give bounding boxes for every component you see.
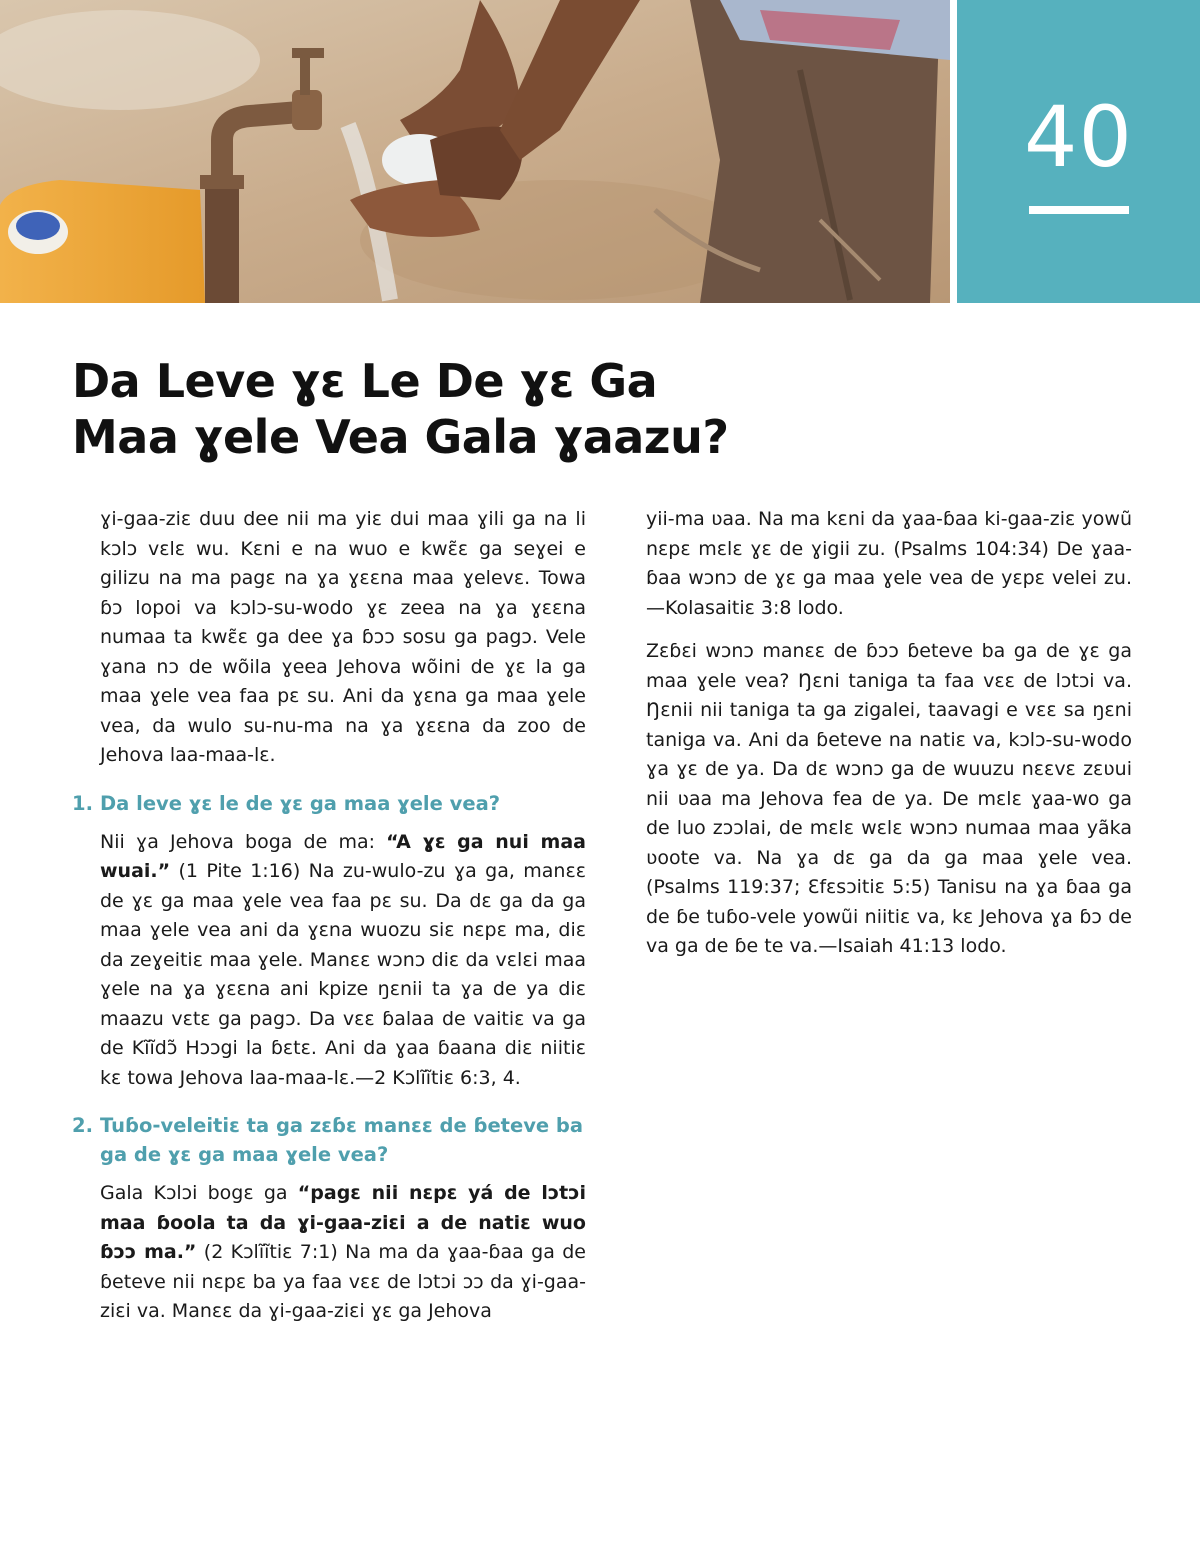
hand-washing-illustration [0, 0, 950, 303]
question-1 [72, 789, 586, 818]
answer-1-lead: Nii ɣa Jehova boga de ma: [100, 830, 387, 853]
lesson-badge [957, 0, 1200, 303]
answer-2-continued: yii-ma ʋaa. Na ma kɛni da ɣaa-ɓaa ki-gaa-ziɛ yowũ nɛpɛ mɛlɛ ɣɛ de ɣigii zu. (Psalms 104:34) De ɣaa-ɓaa wɔnɔ de ɣɛ ga maa ɣele vea de yɛpɛ velei zu.—Kolasaitiɛ 3:8 lodo. [646, 508, 1132, 619]
answer-2-body: (2 Kɔlĩĩtiɛ 7:1) Na ma da ɣaa-ɓaa ga de ɓeteve nii nɛpɛ ba ya faa vɛɛ de lɔtɔi ɔɔ da ɣi-gaa-ziɛi va. Manɛɛ da ɣi-gaa-ziɛi ɣɛ ga Jehova [100, 1241, 586, 1322]
lesson-number: 40 [1024, 88, 1133, 186]
left-column [72, 505, 586, 1341]
question-2 [72, 1111, 586, 1169]
badge-underline [1029, 206, 1129, 214]
page-title [72, 353, 972, 465]
question-2-text: Tuɓo-veleitiɛ ta ga zɛɓɛ manɛɛ de ɓeteve ba ga de ɣɛ ga maa ɣele vea? [100, 1114, 584, 1166]
hero-photo [0, 0, 950, 303]
answer-1-paragraph [72, 828, 586, 1094]
answer-2-quote: “pagɛ nii nɛpɛ yá de lɔtɔi maa ɓoola ta da ɣi-gaa-ziɛi a de natiɛ wuo ɓɔɔ ma.” [100, 1182, 586, 1263]
question-2-number: 2. [72, 1114, 93, 1137]
answer-2-paragraph-2: Zɛɓɛi wɔnɔ manɛɛ de ɓɔɔ ɓeteve ba ga de ɣɛ ga maa ɣele vea? Ŋɛni taniga ta faa vɛɛ de lɔtɔi va. Ŋɛnii nii taniga ta ga zigalei, taavagi e vɛɛ sa ŋɛni taniga va. Ani da ɓeteve na natiɛ va, kɔlɔ-su-wodo ɣa ɣɛ de ya. Da dɛ wɔnɔ ga de wuuzu nɛɛvɛ zɛʋui nii ʋaa ma Jehova fea de ya. De mɛlɛ ɣaa-wo ga de luo zɔɔlai, de mɛlɛ wɛlɛ wɔnɔ numaa maa yãka ʋoote va. Na ɣa dɛ ga da ga maa ɣele vea. (Psalms 119:37; Ɛfɛsɔitiɛ 5:5) Tanisu na ɣa ɓaa ga de ɓe tuɓo-vele yowũi niitiɛ va, kɛ Jehova ɣa ɓɔ de va ga de ɓe te va.—Isaiah 41:13 lodo. [646, 640, 1132, 957]
answer-2-paragraph [72, 1179, 586, 1327]
question-1-text: Da leve ɣɛ le de ɣɛ ga maa ɣele vea? [100, 791, 501, 815]
intro-paragraph: ɣi-gaa-ziɛ duu dee nii ma yiɛ dui maa ɣili ga na li kɔlɔ vɛlɛ wu. Kɛni e na wuo e kwɛ̃ɛ ga seɣei e gilizu na ma pagɛ na ɣa ɣɛɛna maa ɣelevɛ. Towa ɓɔ lopoi va kɔlɔ-su-wodo ɣɛ zeea na ɣa ɣɛɛna numaa ta kwɛ̃ɛ ga dee ɣa ɓɔɔ sosu ga pagɔ. Vele ɣana nɔ de wõila ɣeea Jehova wõini de ɣɛ la ga maa ɣele vea faa pɛ su. Ani da ɣɛna ga maa ɣele vea, da wulo su-nu-ma na ɣa ɣɛɛna da zoo de Jehova laa-maa-lɛ. [100, 508, 586, 766]
answer-2-lead: Gala Kɔlɔi bogɛ ga [100, 1182, 298, 1204]
title-line-2: Maa ɣele Vea Gala ɣaazu? [72, 410, 729, 464]
question-1-number: 1. [72, 791, 93, 815]
answer-1-body: (1 Pite 1:16) Na zu-wulo-zu ɣa ga, manɛɛ de ɣɛ ga maa ɣele vea faa pɛ su. Da dɛ ga da ga maa ɣele vea ani da ɣɛna wuozu siɛ nɛpɛ ma, diɛ da zeɣeitiɛ maa ɣele. Manɛɛ wɔnɔ diɛ da vɛlɛi maa ɣele na ɣa ɣɛɛna ani kpize ŋɛnii ta ɣa de ya diɛ maazu vɛtɛ ga pagɔ. Da vɛɛ ɓalaa de vaitiɛ va ga de Kĩĩdɔ̃ Hɔɔgi la ɓɛtɛ. Ani da ɣaa ɓaana diɛ niitiɛ kɛ towa Jehova laa-maa-lɛ.—2 Kɔlĩĩtiɛ 6:3, 4. [100, 860, 586, 1089]
answer-1-quote: “A ɣɛ ga nui maa wuai.” [100, 830, 586, 882]
title-line-1: Da Leve ɣɛ Le De ɣɛ Ga [72, 354, 658, 408]
right-column [646, 505, 1132, 976]
